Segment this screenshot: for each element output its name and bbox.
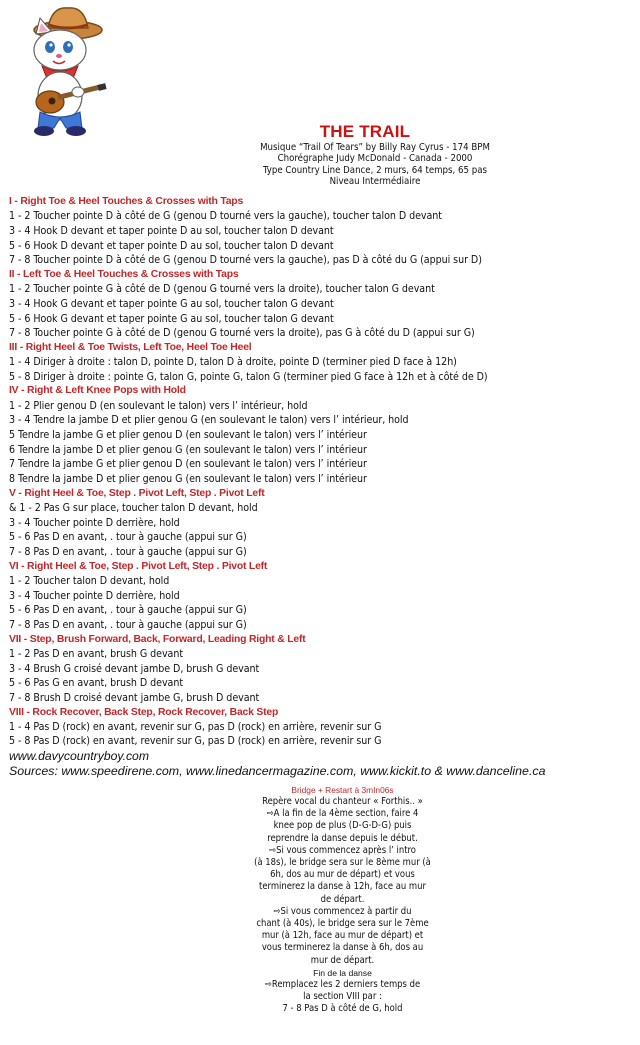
step-line: 1 - 2 Plier genou D (en soulevant le talon) vers l’ intérieur, hold [9, 399, 308, 412]
note-line: mur de départ. [310, 954, 375, 966]
note-line: ⇨Remplacez les 2 derniers temps de [264, 979, 421, 991]
website-link[interactable]: www.davycountryboy.com [9, 749, 149, 764]
note-line: de départ. [320, 893, 365, 905]
step-line: 7 Tendre la jambe G et plier genou D (en soulevant le talon) vers l’ intérieur [9, 458, 367, 471]
step-line: 1 - 4 Pas D (rock) en avant, revenir sur G, pas D (rock) en arrière, revenir sur G [9, 720, 382, 733]
step-sheet [9, 195, 637, 779]
section-heading: V - Right Heel & Toe, Step . Pivot Left, Step . Pivot Left [9, 487, 265, 499]
step-line: 3 - 4 Tendre la jambe D et plier genou G (en soulevant le talon) vers l’ intérieur, hold [9, 414, 409, 427]
level-line: Niveau Intermédiaire [329, 176, 421, 188]
note-line: la section VIII par : [303, 991, 382, 1003]
step-line: 5 - 8 Pas D (rock) en avant, revenir sur G, pas D (rock) en arrière, revenir sur G [9, 735, 382, 748]
step-line: 3 - 4 Toucher pointe D derrière, hold [9, 589, 180, 602]
section-heading: II - Left Toe & Heel Touches & Crosses with Taps [9, 268, 239, 280]
section-heading: VI - Right Heel & Toe, Step . Pivot Left, Step . Pivot Left [9, 560, 268, 572]
step-line: 1 - 2 Toucher talon D devant, hold [9, 574, 170, 587]
step-line: 3 - 4 Toucher pointe D derrière, hold [9, 516, 180, 529]
section-heading: I - Right Toe & Heel Touches & Crosses with Taps [9, 196, 244, 207]
note-line: 6h, dos au mur de départ) et vous [270, 869, 415, 881]
step-line: 7 - 8 Toucher pointe D à côté de G (genou D tourné vers la gauche), pas D à côté du G (appui sur D) [9, 254, 482, 267]
sources-line: Sources: www.speedirene.com, www.linedancermagazine.com, www.kickit.to & www.danceline.ca [9, 764, 546, 779]
dance-title: THE TRAIL [319, 122, 411, 141]
note-line: 7 - 8 Pas D à côté de G, hold [282, 1003, 403, 1015]
step-line: 5 - 6 Hook G devant et taper pointe G au sol, toucher talon G devant [9, 312, 334, 325]
dance-metadata [190, 142, 560, 188]
note-line: Repère vocal du chanteur « Forthis.. » [262, 796, 423, 807]
step-line: 1 - 2 Toucher pointe D à côté de G (genou D tourné vers la gauche), toucher talon D devant [9, 210, 442, 223]
note-line: ⇨A la fin de la 4ème section, faire 4 [266, 808, 419, 820]
note-line: mur (à 12h, face au mur de départ) et [261, 930, 424, 942]
step-line: 8 Tendre la jambe D et plier genou G (en soulevant le talon) vers l’ intérieur [9, 473, 367, 486]
step-line: 1 - 4 Diriger à droite : talon D, pointe D, talon D à droite, pointe D (terminer pied D face à 12h) [9, 356, 457, 369]
step-line: 3 - 4 Hook G devant et taper pointe G au sol, toucher talon G devant [9, 297, 334, 310]
step-line: 6 Tendre la jambe D et plier genou G (en soulevant le talon) vers l’ intérieur [9, 443, 367, 456]
music-line: Musique “Trail Of Tears” by Billy Ray Cyrus - 174 BPM [260, 142, 490, 153]
section-heading: IV - Right & Left Knee Pops with Hold [9, 385, 186, 397]
note-line: (à 18s), le bridge sera sur le 8ème mur (à [254, 857, 431, 869]
note-line: terminerez la danse à 12h, face au mur [259, 881, 426, 893]
note-line: ⇨Si vous commencez à partir du [273, 905, 412, 917]
choreographer-line: Chorégraphe Judy McDonald - Canada - 2000 [277, 153, 473, 165]
cowboy-cat-mascot-icon [8, 4, 112, 138]
step-line: 3 - 4 Hook D devant et taper pointe D au sol, toucher talon D devant [9, 224, 334, 237]
step-line: 7 - 8 Pas D en avant, . tour à gauche (appui sur G) [9, 546, 247, 558]
note-line: ⇨Si vous commencez après l’ intro [269, 844, 416, 856]
bridge-title: Bridge + Restart à 3mIn06s [291, 785, 394, 795]
step-line: 1 - 2 Toucher pointe G à côté de D (genou G tourné vers la droite), toucher talon G devant [9, 283, 435, 296]
step-line: 1 - 2 Pas D en avant, brush G devant [9, 647, 184, 660]
step-line: 5 - 8 Diriger à droite : pointe G, talon G, pointe G, talon G (terminer pied G face à 12h et à côté de D) [9, 370, 488, 383]
section-heading: III - Right Heel & Toe Twists, Left Toe, Heel Toe Heel [9, 341, 252, 353]
step-line: & 1 - 2 Pas G sur place, toucher talon D devant, hold [9, 501, 258, 514]
step-line: 3 - 4 Brush G croisé devant jambe D, brush G devant [9, 662, 260, 675]
note-line: knee pop de plus (D-G-D-G) puis [273, 820, 412, 832]
step-line: 5 - 6 Pas G en avant, brush D devant [9, 677, 184, 690]
step-line: 5 Tendre la jambe G et plier genou D (en soulevant le talon) vers l’ intérieur [9, 429, 367, 441]
step-line: 7 - 8 Toucher pointe G à côté de D (genou G tourné vers la droite), pas G à côté du D (appui sur G) [9, 327, 475, 340]
bridge-notes [200, 785, 485, 1016]
step-line: 5 - 6 Pas D en avant, . tour à gauche (appui sur G) [9, 604, 247, 617]
section-heading: VIII - Rock Recover, Back Step, Rock Recover, Back Step [9, 706, 279, 718]
step-line: 5 - 6 Pas D en avant, . tour à gauche (appui sur G) [9, 531, 247, 544]
end-of-dance-title: Fin de la danse [313, 967, 372, 978]
note-line: chant (à 40s), le bridge sera sur le 7ème [256, 918, 429, 930]
step-line: 7 - 8 Brush D croisé devant jambe G, brush D devant [9, 691, 260, 704]
step-line: 5 - 6 Hook D devant et taper pointe D au sol, toucher talon D devant [9, 239, 334, 252]
note-line: reprendre la danse depuis le début. [267, 832, 418, 844]
type-line: Type Country Line Dance, 2 murs, 64 temps, 65 pas [262, 164, 488, 176]
note-line: vous terminerez la danse à 6h, dos au [261, 942, 424, 954]
step-line: 7 - 8 Pas D en avant, . tour à gauche (appui sur G) [9, 618, 247, 631]
section-heading: VII - Step, Brush Forward, Back, Forward, Leading Right & Left [9, 633, 306, 645]
